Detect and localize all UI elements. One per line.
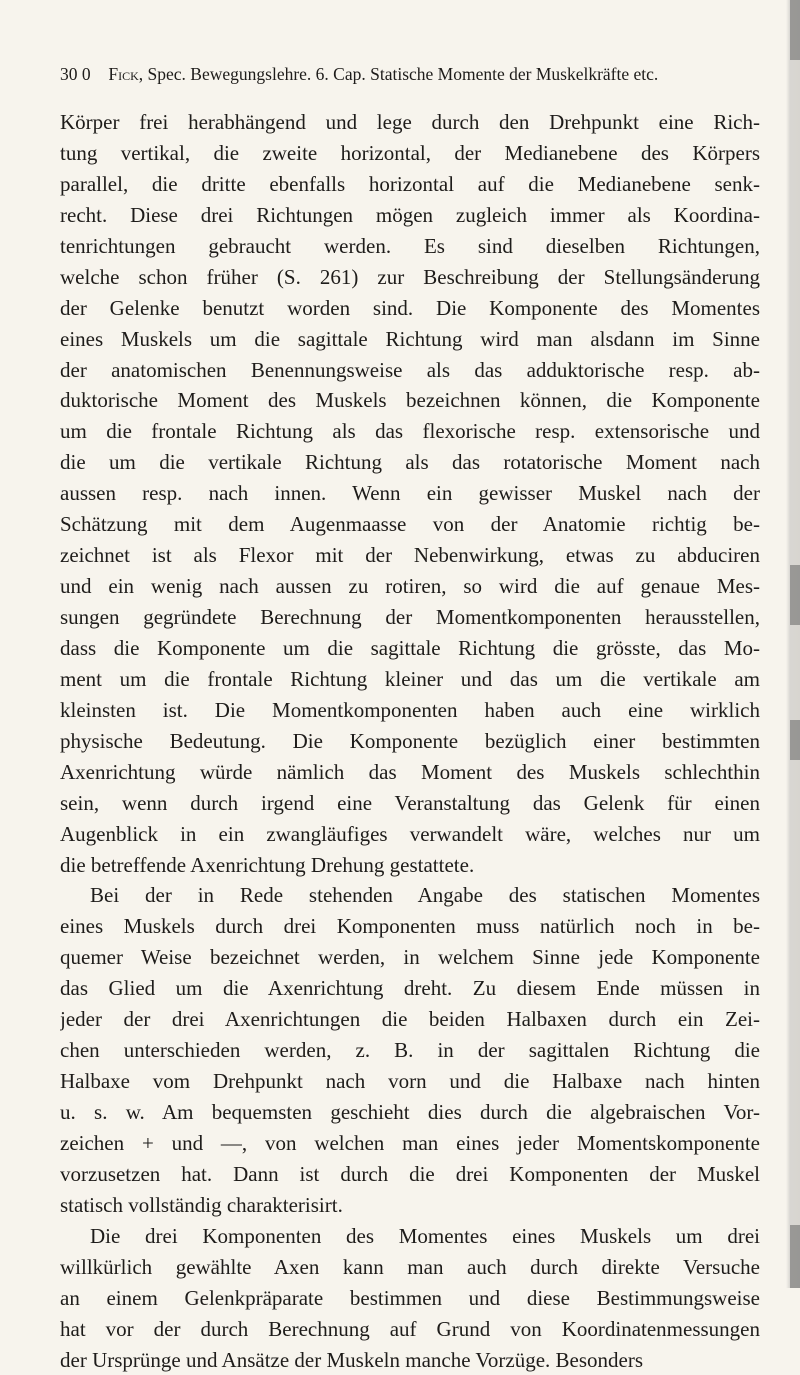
text-line: recht. Diese drei Richtungen mögen zugleich immer als Koordina- <box>60 200 760 231</box>
text-line: ment um die frontale Richtung kleiner und das um die vertikale am <box>60 664 760 695</box>
page-number: 30 0 <box>60 60 104 88</box>
text-line: vorzusetzen hat. Dann ist durch die drei Komponenten der Muskel <box>60 1159 760 1190</box>
text-line: und ein wenig nach aussen zu rotiren, so wird die auf genaue Mes- <box>60 571 760 602</box>
text-line: statisch vollständig charakterisirt. <box>60 1190 760 1221</box>
text-line: u. s. w. Am bequemsten geschieht dies durch die algebraischen Vor- <box>60 1097 760 1128</box>
text-line: der Ursprünge und Ansätze der Muskeln manche Vorzüge. Besonders <box>60 1345 760 1375</box>
paragraph <box>60 107 760 880</box>
page-edge-shadow <box>790 720 800 760</box>
text-line: um die frontale Richtung als das flexorische resp. extensorische und <box>60 416 760 447</box>
text-line: willkürlich gewählte Axen kann man auch durch direkte Versuche <box>60 1252 760 1283</box>
header-author: Fick, <box>108 64 143 84</box>
text-line: zeichnet ist als Flexor mit der Nebenwirkung, etwas zu abduciren <box>60 540 760 571</box>
text-line: kleinsten ist. Die Momentkomponenten haben auch eine wirklich <box>60 695 760 726</box>
text-line: physische Bedeutung. Die Komponente bezüglich einer bestimmten <box>60 726 760 757</box>
text-line: zeichen + und —, von welchen man eines jeder Momentskomponente <box>60 1128 760 1159</box>
body-text <box>60 107 760 1375</box>
text-line: Augenblick in ein zwangläufiges verwandelt wäre, welches nur um <box>60 819 760 850</box>
text-line: der Gelenke benutzt worden sind. Die Komponente des Momentes <box>60 293 760 324</box>
text-line: der anatomischen Benennungsweise als das adduktorische resp. ab- <box>60 355 760 386</box>
text-line: duktorische Moment des Muskels bezeichnen können, die Komponente <box>60 385 760 416</box>
text-line: Axenrichtung würde nämlich das Moment des Muskels schlechthin <box>60 757 760 788</box>
text-line: jeder der drei Axenrichtungen die beiden Halbaxen durch ein Zei- <box>60 1004 760 1035</box>
paragraph <box>60 1221 760 1375</box>
text-line: parallel, die dritte ebenfalls horizontal auf die Medianebene senk- <box>60 169 760 200</box>
page-edge-shadow <box>790 565 800 625</box>
text-line: das Glied um die Axenrichtung dreht. Zu diesem Ende müssen in <box>60 973 760 1004</box>
text-line: sungen gegründete Berechnung der Momentkomponenten herausstellen, <box>60 602 760 633</box>
text-line: Halbaxe vom Drehpunkt nach vorn und die Halbaxe nach hinten <box>60 1066 760 1097</box>
text-line: aussen resp. nach innen. Wenn ein gewisser Muskel nach der <box>60 478 760 509</box>
text-line: tenrichtungen gebraucht werden. Es sind dieselben Richtungen, <box>60 231 760 262</box>
paragraph <box>60 880 760 1220</box>
page-edge-shadow <box>790 0 800 60</box>
text-line: chen unterschieden werden, z. B. in der sagittalen Richtung die <box>60 1035 760 1066</box>
text-line: welche schon früher (S. 261) zur Beschreibung der Stellungsänderung <box>60 262 760 293</box>
text-line: die um die vertikale Richtung als das rotatorische Moment nach <box>60 447 760 478</box>
text-line: hat vor der durch Berechnung auf Grund von Koordinatenmessungen <box>60 1314 760 1345</box>
text-line: Die drei Komponenten des Momentes eines Muskels um drei <box>60 1221 760 1252</box>
text-line: tung vertikal, die zweite horizontal, der Medianebene des Körpers <box>60 138 760 169</box>
text-line: eines Muskels um die sagittale Richtung wird man alsdann im Sinne <box>60 324 760 355</box>
text-line: die betreffende Axenrichtung Drehung gestattete. <box>60 850 760 881</box>
text-line: Schätzung mit dem Augenmaasse von der Anatomie richtig be- <box>60 509 760 540</box>
text-line: quemer Weise bezeichnet werden, in welchem Sinne jede Komponente <box>60 942 760 973</box>
text-line: eines Muskels durch drei Komponenten muss natürlich noch in be- <box>60 911 760 942</box>
text-line: dass die Komponente um die sagittale Richtung die grösste, das Mo- <box>60 633 760 664</box>
text-line: sein, wenn durch irgend eine Veranstaltung das Gelenk für einen <box>60 788 760 819</box>
page-edge-shadow <box>790 1225 800 1288</box>
header-title: Spec. Bewegungslehre. 6. Cap. Statische Momente der Muskelkräfte etc. <box>148 64 659 84</box>
text-line: an einem Gelenkpräparate bestimmen und diese Bestimmungsweise <box>60 1283 760 1314</box>
text-line: Körper frei herabhängend und lege durch den Drehpunkt eine Rich- <box>60 107 760 138</box>
running-header <box>60 60 760 88</box>
text-line: Bei der in Rede stehenden Angabe des statischen Momentes <box>60 880 760 911</box>
